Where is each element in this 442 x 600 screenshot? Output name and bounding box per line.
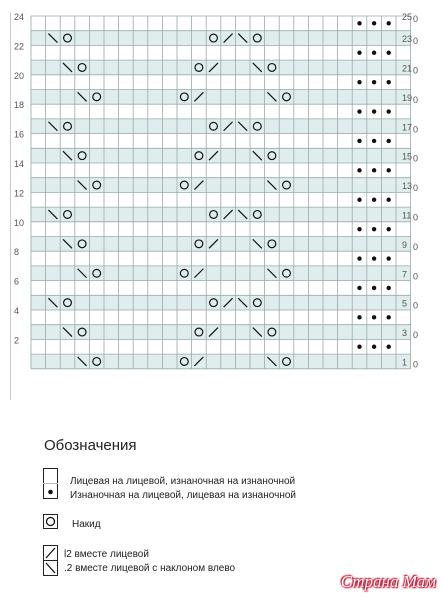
row-number-right: 3 <box>402 328 408 339</box>
row-number-right: 19 <box>402 92 413 103</box>
row-number-right: 11 <box>402 210 412 221</box>
purl-dot <box>357 51 361 55</box>
row-number-left: 18 <box>14 100 25 111</box>
purl-dot <box>357 21 361 25</box>
row-number-left: 24 <box>14 12 25 22</box>
purl-dot <box>372 227 376 231</box>
purl-dot <box>357 198 361 202</box>
row-number-right-suffix: 0 <box>413 94 419 105</box>
purl-dot <box>357 227 361 231</box>
purl-dot <box>387 315 391 319</box>
purl-dot <box>372 256 376 260</box>
purl-dot <box>357 286 361 290</box>
row-number-right-suffix: 0 <box>413 183 419 194</box>
row-number-right-suffix: 0 <box>413 359 419 370</box>
purl-dot <box>387 198 391 202</box>
row-number-right-suffix: 0 <box>413 271 419 282</box>
yarn-over-icon <box>43 514 59 530</box>
purl-dot <box>357 168 361 172</box>
row-number-right: 5 <box>402 298 408 309</box>
purl-dot <box>372 51 376 55</box>
purl-dot <box>357 315 361 319</box>
row-number-left: 14 <box>14 159 25 169</box>
purl-dot <box>372 109 376 113</box>
purl-dot <box>372 139 376 143</box>
purl-dot <box>387 51 391 55</box>
purl-dot <box>357 139 361 143</box>
row-number-right-suffix: 0 <box>413 300 419 311</box>
row-number-right: 1 <box>402 357 408 368</box>
purl-dot <box>357 345 361 349</box>
purl-dot <box>387 256 391 260</box>
row-number-right: 17 <box>402 122 413 133</box>
purl-dot <box>357 109 361 113</box>
decrease-icons <box>43 545 59 577</box>
row-number-left: 4 <box>14 306 20 316</box>
purl-dot <box>387 227 391 231</box>
row-number-left: 16 <box>14 129 25 140</box>
row-number-right-suffix: 0 <box>413 153 419 164</box>
row-number-left: 22 <box>14 41 25 52</box>
purl-dot <box>387 80 391 84</box>
row-number-right: 25 <box>402 12 413 22</box>
purl-dot <box>387 21 391 25</box>
purl-dot <box>387 139 391 143</box>
row-number-right: 23 <box>402 34 413 45</box>
legend-label-purl: Изнаночная на лицевой, лицевая на изнаночной <box>70 490 296 501</box>
row-number-right: 7 <box>402 269 408 280</box>
row-number-right-suffix: 0 <box>413 14 419 24</box>
purl-dot <box>372 315 376 319</box>
row-number-left: 10 <box>14 217 25 228</box>
row-number-right: 21 <box>402 63 413 74</box>
purl-dot <box>372 80 376 84</box>
row-number-right: 13 <box>402 181 413 192</box>
legend-label-yarn-over: Накид <box>72 519 101 530</box>
row-number-left: 2 <box>14 335 20 346</box>
purl-dot <box>357 256 361 260</box>
row-number-left: 12 <box>14 188 25 199</box>
purl-dot <box>387 109 391 113</box>
row-number-right: 9 <box>402 239 408 250</box>
purl-dot <box>372 286 376 290</box>
row-number-right-suffix: 0 <box>413 65 419 76</box>
purl-dot <box>387 345 391 349</box>
legend-label-k2tog: l2 вместе лицевой <box>64 549 149 560</box>
row-number-right-suffix: 0 <box>413 124 419 135</box>
legend-box-icon <box>43 468 59 500</box>
row-number-left: 8 <box>14 247 20 258</box>
purl-dot <box>372 345 376 349</box>
purl-dot <box>357 80 361 84</box>
legend-title: Обозначения <box>44 437 137 454</box>
row-number-right-suffix: 0 <box>413 241 419 252</box>
watermark-logo: Страна Мам <box>340 572 436 591</box>
row-number-left: 20 <box>14 70 25 81</box>
row-number-left: 6 <box>14 276 20 287</box>
row-number-right-suffix: 0 <box>413 330 419 341</box>
purl-dot <box>387 286 391 290</box>
row-number-right-suffix: 0 <box>413 212 419 223</box>
purl-dot <box>372 21 376 25</box>
purl-dot <box>372 198 376 202</box>
legend-label-k2tog-left: .2 вместе лицевой с наклоном влево <box>64 563 236 574</box>
purl-dot <box>387 168 391 172</box>
purl-dot <box>372 168 376 172</box>
row-number-right-suffix: 0 <box>413 36 419 47</box>
row-number-right: 15 <box>402 151 413 162</box>
legend-label-knit: Лицевая на лицевой, изнаночная на изнаночной <box>70 476 296 487</box>
